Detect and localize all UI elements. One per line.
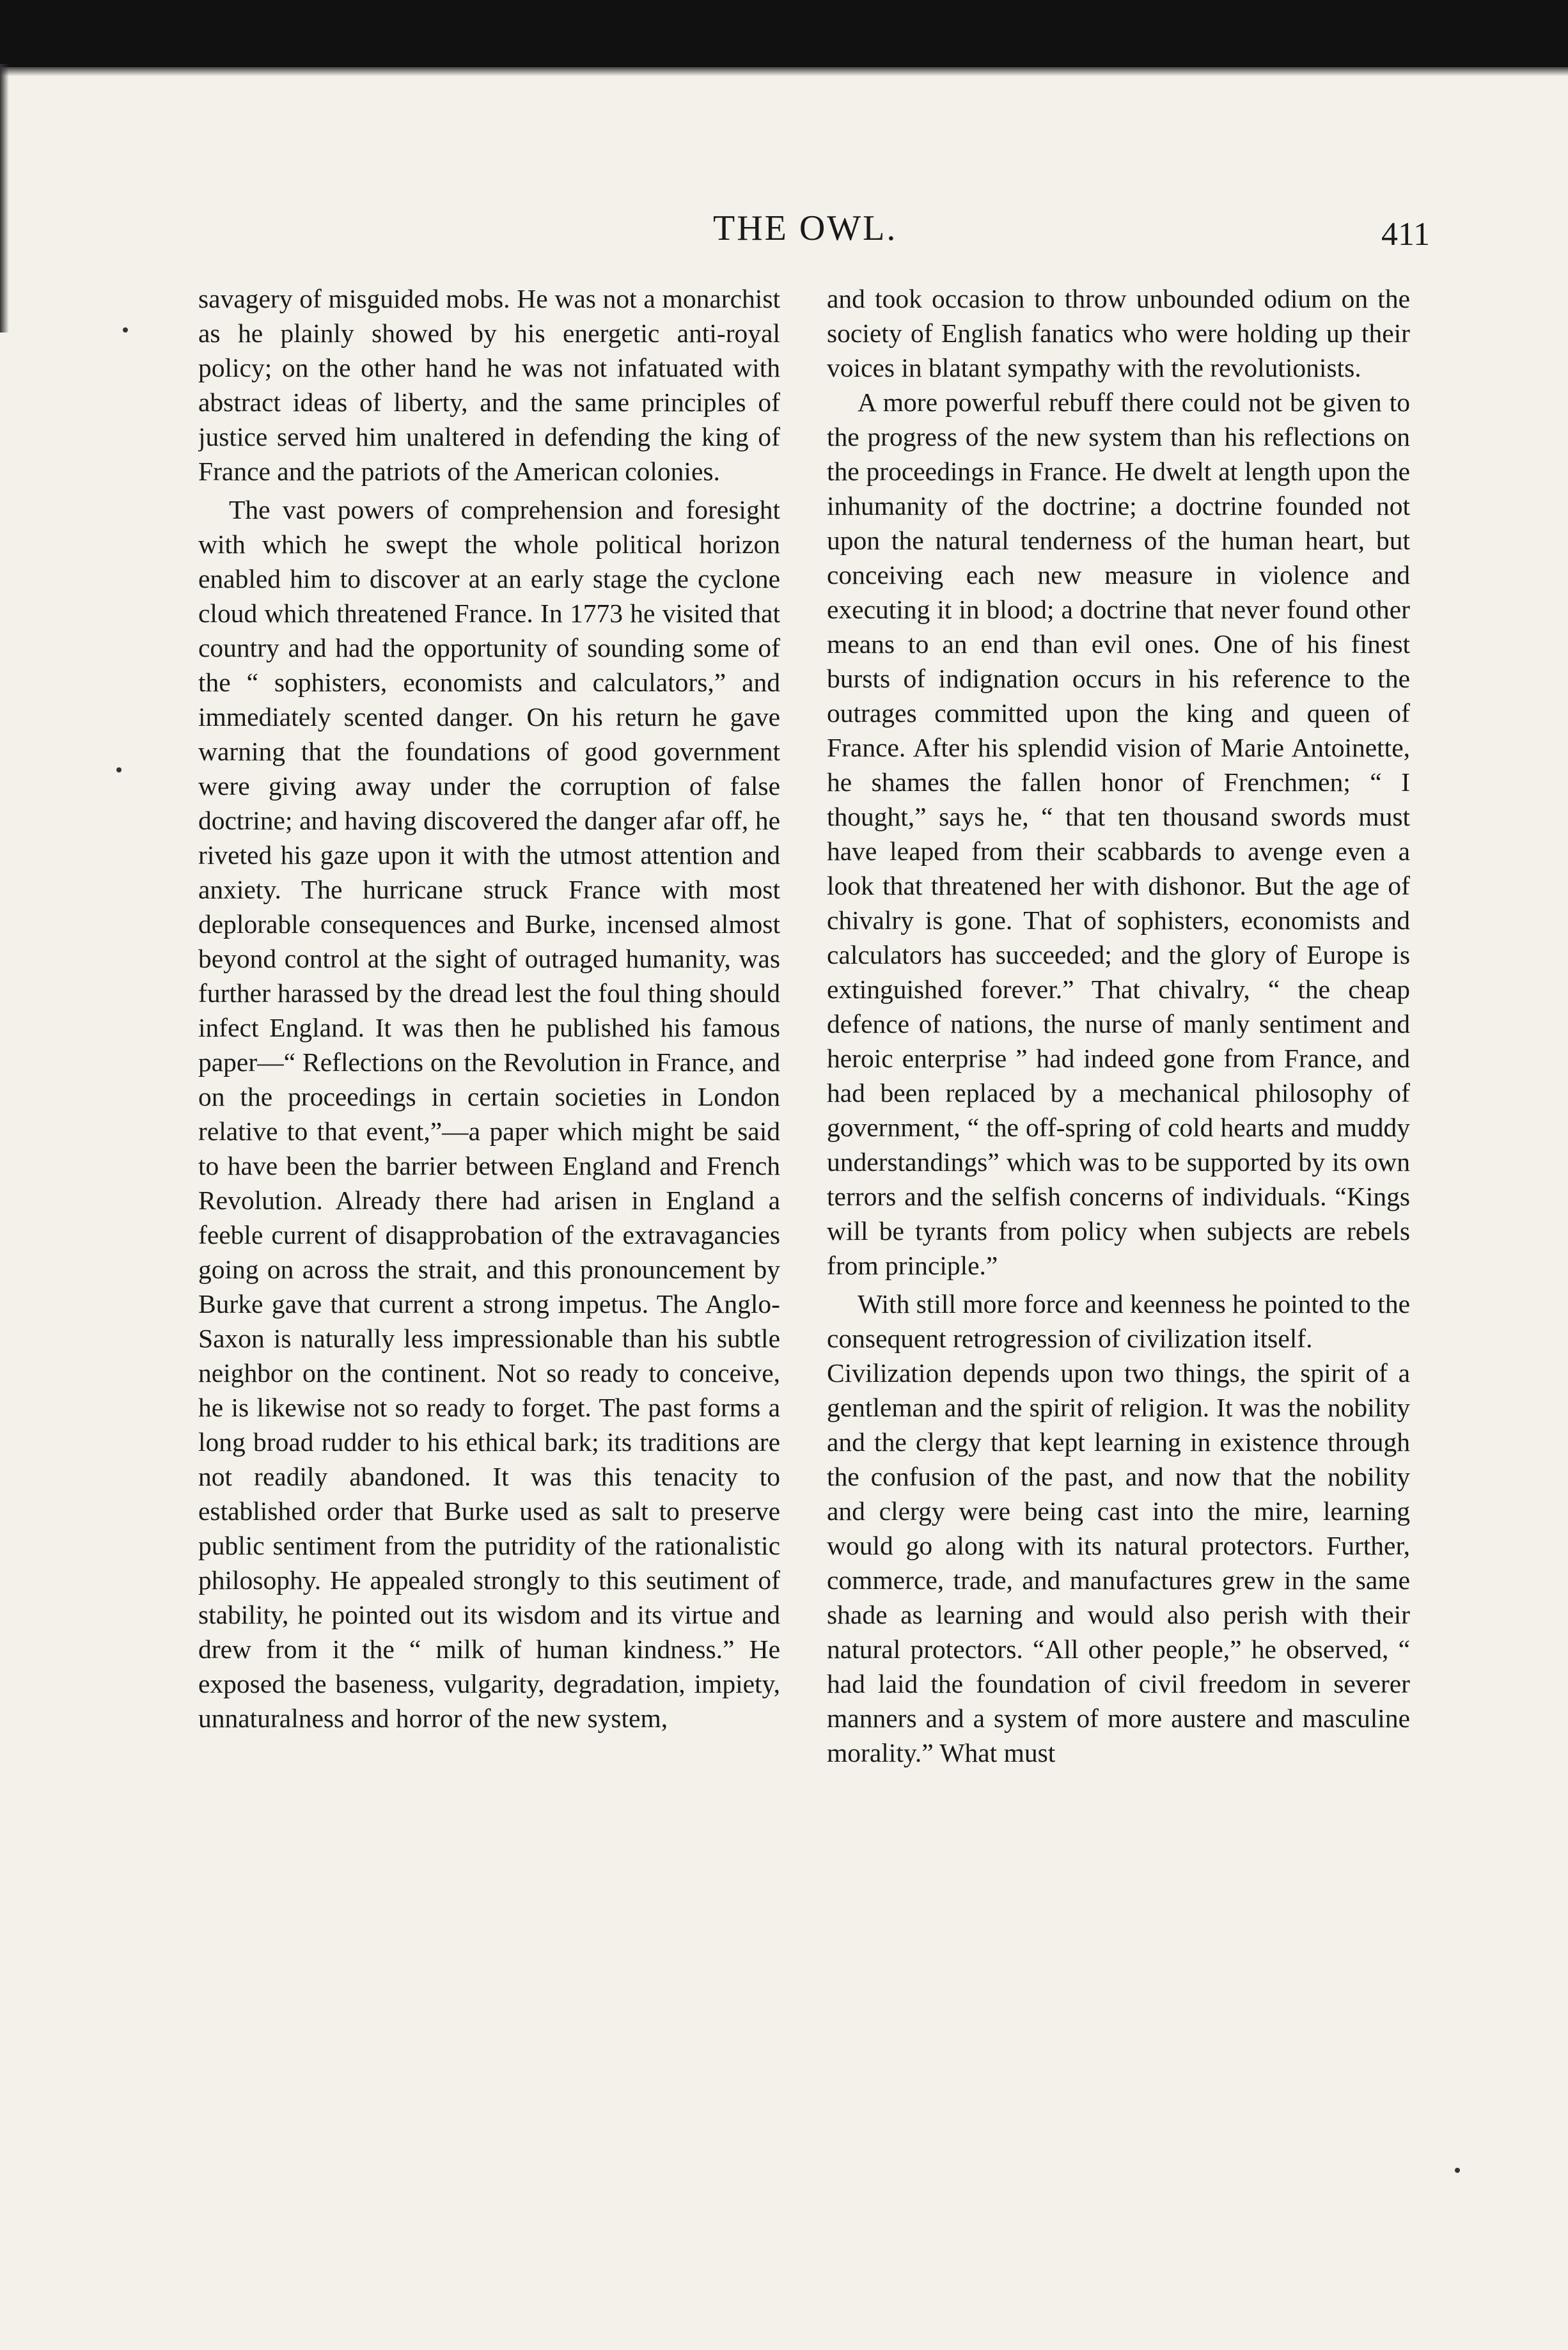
scan-top-border bbox=[0, 0, 1568, 67]
paragraph: Civilization depends upon two things, the spirit of a gentleman and the spirit of religion. It was the nobility and the clergy that kept learning in existence through the confusion of the past, and now that the nobility and clergy were being cast into the mire, learning would go along with its natural protectors. Further, commerce, trade, and manufactures grew in the same shade as learning and would also perish with their natural protectors. “All other people,” he observed, “ had laid the foundation of civil freedom in severer manners and a system of more austere and masculine morality.” What must bbox=[827, 1358, 1410, 1767]
page-header bbox=[0, 208, 1568, 265]
margin-speck bbox=[116, 767, 122, 772]
paragraph: The vast powers of comprehension and foresight with which he swept the whole political horizon enabled him to discover at an early stage the cyclone cloud which threatened France. In 1773 he visited that country and had the opportunity of sounding some of the “ sophisters, economists and calculators,” and immediately scented danger. On his return he gave warning that the foundations of good government were giving away under the corruption of false doctrine; and having discovered the danger afar off, he riveted his gaze upon it with the utmost attention and anxiety. The hurricane struck France with most deplorable consequences and Burke, incensed almost beyond control at the sight of outraged humanity, was further harassed by the dread lest the foul thing should infect England. It was then he published his famous paper—“ Reflections on the Revolution in France, and on the proceedings in certain societies in London relative to that event,”—a paper which might be said to have been the barrier between England and French Revolution. Already there had arisen in England a feeble current of disapprobation of the extravagancies going on across the strait, and this pronouncement by Burke gave that current a strong impetus. The Anglo-Saxon is naturally less impressionable than his subtle neighbor on the continent. Not so ready to conceive, he is likewise not so ready to forget. The past forms a long broad rudder to his ethical bark; its traditions are not readily abandoned. It was this tenacity to established order that Burke used as salt to preserve public sentiment from the putridity of the rationalistic philosophy. He appealed strongly to this seutiment of stability, he pointed out its wisdom and its virtue and drew from it the “ milk of human kindness.” He exposed the baseness, vulgarity, degradation, impiety, unnaturalness and horror of the new system, bbox=[198, 495, 780, 1733]
right-column bbox=[827, 281, 1410, 2225]
paragraph: and took occasion to throw unbounded odium on the society of English fanatics who were holding up their voices in blatant sympathy with the revolutionists. bbox=[827, 284, 1410, 382]
left-column bbox=[198, 281, 780, 2225]
scan-top-shadow bbox=[0, 67, 1568, 76]
running-head: THE OWL. bbox=[713, 208, 898, 248]
margin-speck bbox=[1455, 2168, 1460, 2173]
paragraph: A more powerful rebuff there could not be given to the progress of the new system than his reflections on the proceedings in France. He dwelt at length upon the inhumanity of the doctrine; a doctrine founded not upon the natural tenderness of the human heart, but conceiving each new measure in violence and executing it in blood; a doctrine that never found other means to an end than evil ones. One of his finest bursts of indignation occurs in his reference to the outrages committed upon the king and queen of France. After his splendid vision of Marie Antoinette, he shames the fallen honor of Frenchmen; “ I thought,” says he, “ that ten thousand swords must have leaped from their scabbards to avenge even a look that threatened her with dishonor. But the age of chivalry is gone. That of sophisters, economists and calculators has succeeded; and the glory of Europe is extinguished forever.” That chivalry, “ the cheap defence of nations, the nurse of manly sentiment and heroic enterprise ” had indeed gone from France, and had been replaced by a mechanical philosophy of government, “ the off-spring of cold hearts and muddy understandings” which was to be supported by its own terrors and the selfish concerns of individuals. “Kings will be tyrants from policy when subjects are rebels from principle.” bbox=[827, 388, 1410, 1280]
paragraph: savagery of misguided mobs. He was not a monarchist as he plainly showed by his energetic anti-royal policy; on the other hand he was not infatuated with abstract ideas of liberty, and the same principles of justice served him unaltered in defending the king of France and the patriots of the American colonies. bbox=[198, 284, 780, 486]
paragraph: With still more force and keenness he pointed to the consequent retrogression of civilization itself. bbox=[827, 1289, 1410, 1353]
margin-speck bbox=[123, 327, 128, 333]
scan-left-edge bbox=[0, 64, 9, 333]
page-number: 411 bbox=[1381, 216, 1431, 253]
